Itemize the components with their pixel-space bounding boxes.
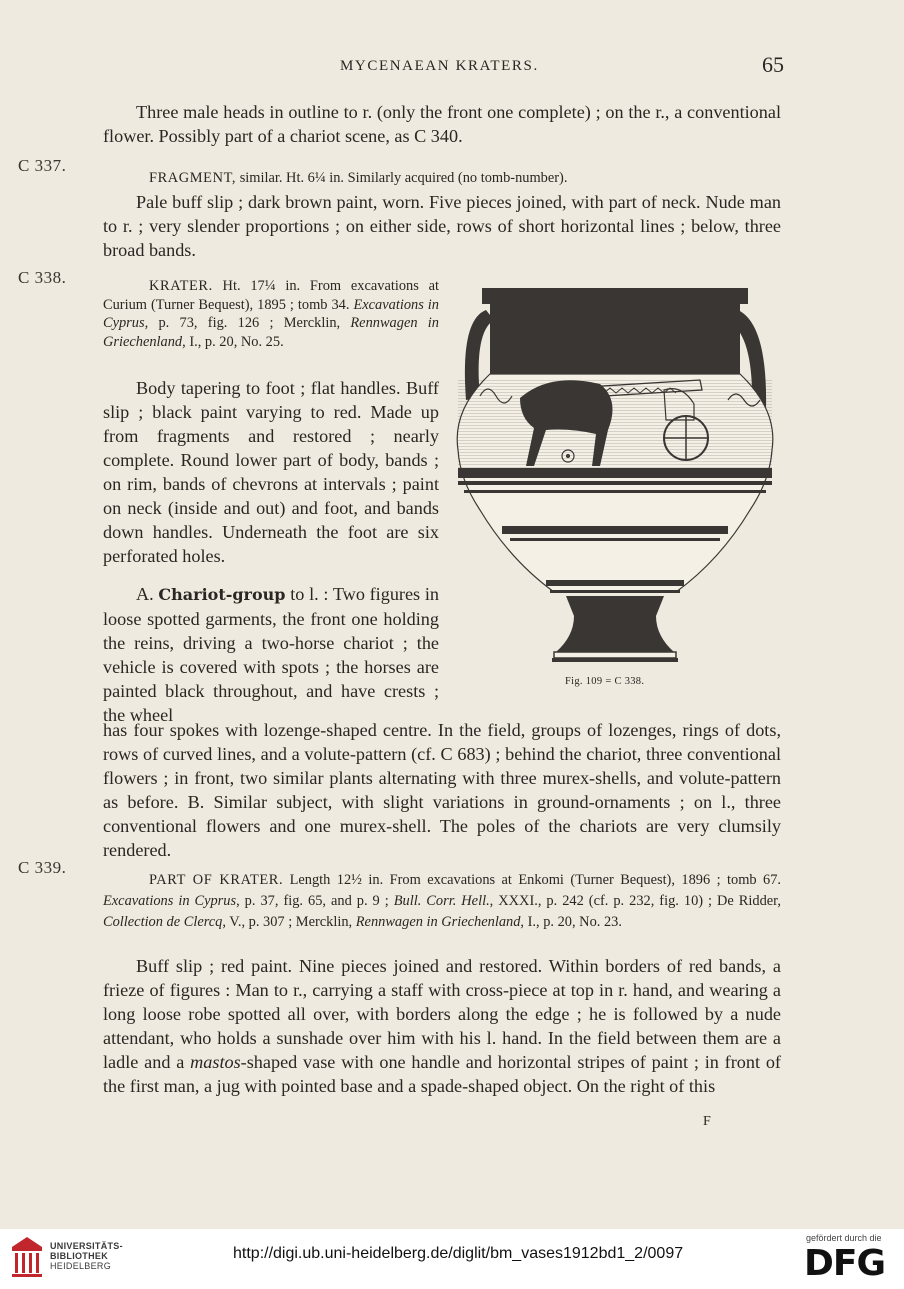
c339-heading-text-a: Length 12½ in. From excavations at Enkomi (Turner Bequest), 1896 ; tomb 67. (283, 872, 781, 888)
c339-heading (103, 870, 781, 933)
c338-ref-rennwagen: Rennwagen in Griechenland (103, 315, 439, 350)
library-line-2: BIBLIOTHEK (50, 1251, 108, 1261)
c338-body: Body tapering to foot ; flat handles. Buff slip ; black paint varying to red. Made up from fragments and restored ; nearly complete. Round lower part of body, bands ; on rim, bands of chevrons at intervals ; paint on neck (inside and out) and foot, and bands down handles. Underneath the foot are six perforated holes. (103, 378, 439, 566)
c339-heading-label: PART OF KRATER. (149, 872, 284, 888)
c337-heading-label: FRAGMENT, (149, 170, 237, 186)
running-title: MYCENAEAN KRATERS. (340, 58, 539, 74)
margin-ref-c337: C 337. (18, 156, 67, 175)
c339-ref-de-clercq: Collection de Clercq (103, 914, 223, 930)
c339-heading-text-d: , V., p. 307 ; Mercklin, (222, 914, 356, 930)
c338-ref-excavations: Excavations in Cyprus (103, 296, 440, 331)
c338-continuation: has four spokes with lozenge-shaped centre. In the field, groups of lozenges, rings of dots, rows of curved lines, and a volute-pattern (cf. C 683) ; behind the chariot, three conventional flowers ; in front, two similar plants alternating with three murex-shells, and volute-pattern as before. B. Similar subject, with slight variations in ground-ornaments ; on l., three conventional flowers and one murex-shell. The poles of the chariots are very clumsily rendered. (103, 720, 781, 860)
c338-side-a (103, 582, 439, 727)
c337-body: Pale buff slip ; dark brown paint, worn. Five pieces joined, with part of neck. Nude man to r. ; very slender proportions ; on either side, rows of short horizontal lines ; below, three broad bands. (103, 192, 781, 260)
c339-heading-text-b: , p. 37, fig. 65, and p. 9 ; (236, 893, 394, 909)
c338-heading-text-b: , p. 73, fig. 126 ; Mercklin, (144, 315, 351, 331)
dfg-logo: DFG (804, 1243, 886, 1284)
c338-heading-text-c: , I., p. 20, No. 25. (182, 333, 284, 350)
permalink-url[interactable]: http://digi.ub.uni-heidelberg.de/diglit/bm_vases1912bd1_2/0097 (233, 1245, 684, 1262)
c338-heading (103, 277, 439, 351)
c339-body-mastos: mastos (190, 1052, 241, 1072)
library-line-1: UNIVERSITÄTS- (50, 1241, 123, 1251)
krater-illustration (450, 280, 780, 670)
c338-heading-label: KRATER. (149, 278, 213, 294)
margin-ref-c338: C 338. (18, 268, 67, 287)
c339-heading-text-e: , I., p. 20, No. 23. (520, 914, 622, 930)
c339-body (103, 954, 781, 1098)
c339-ref-excavations: Excavations in Cyprus (103, 893, 237, 909)
signature-mark: F (703, 1114, 711, 1129)
c339-body-text-a: Buff slip ; red paint. Nine pieces joined and restored. Within borders of red bands, a frieze of figures : Man to r., carrying a staff with cross-piece at top in r. hand, and wearing a long loose robe spotted all over, with borders along the edge ; he is followed by a nude attendant, who holds a sunshade over him with his l. hand. In the field between them are a ladle and a (103, 956, 781, 1072)
intro-paragraph: Three male heads in outline to r. (only the front one complete) ; on the r., a conventional flower. Possibly part of a chariot scene, as C 340. (103, 102, 781, 146)
c337-heading-text: similar. Ht. 6¼ in. Similarly acquired (no tomb-number). (236, 170, 568, 186)
c339-body-text-b: -shaped vase with one handle and horizontal stripes of paint ; in front of the first man, a jug with pointed base and a spade-shaped object. On the right of this (103, 1052, 781, 1096)
c337-heading (103, 168, 781, 189)
library-line-3: HEIDELBERG (50, 1261, 112, 1271)
university-library-name (50, 1241, 123, 1271)
figure-caption: Fig. 109 = C 338. (565, 676, 645, 687)
c338-side-a-label: A. (136, 584, 154, 604)
c338-side-a-text: to l. : Two figures in loose spotted garments, the front one holding the reins, driving a two-horse chariot ; the vehicle is covered with spots ; the horses are painted black throughout, and have crests ; the wheel (103, 584, 439, 725)
c339-heading-text-c: , XXXI., p. 242 (cf. p. 232, fig. 10) ; De Ridder, (489, 893, 781, 909)
c339-ref-bch: Bull. Corr. Hell. (393, 893, 490, 909)
page-number: 65 (762, 52, 784, 77)
funded-by-label: gefördert durch die (806, 1233, 882, 1243)
c338-heading-text-a: Ht. 17¼ in. From excavations at Curium (Turner Bequest), 1895 ; tomb 34. (103, 278, 439, 313)
c338-chariot-group-heading: Chariot-group (158, 585, 286, 604)
c339-ref-rennwagen: Rennwagen in Griechenland (355, 914, 521, 930)
margin-ref-c339: C 339. (18, 858, 67, 877)
university-library-logo-icon (10, 1235, 44, 1279)
digitization-footer (0, 1229, 904, 1289)
